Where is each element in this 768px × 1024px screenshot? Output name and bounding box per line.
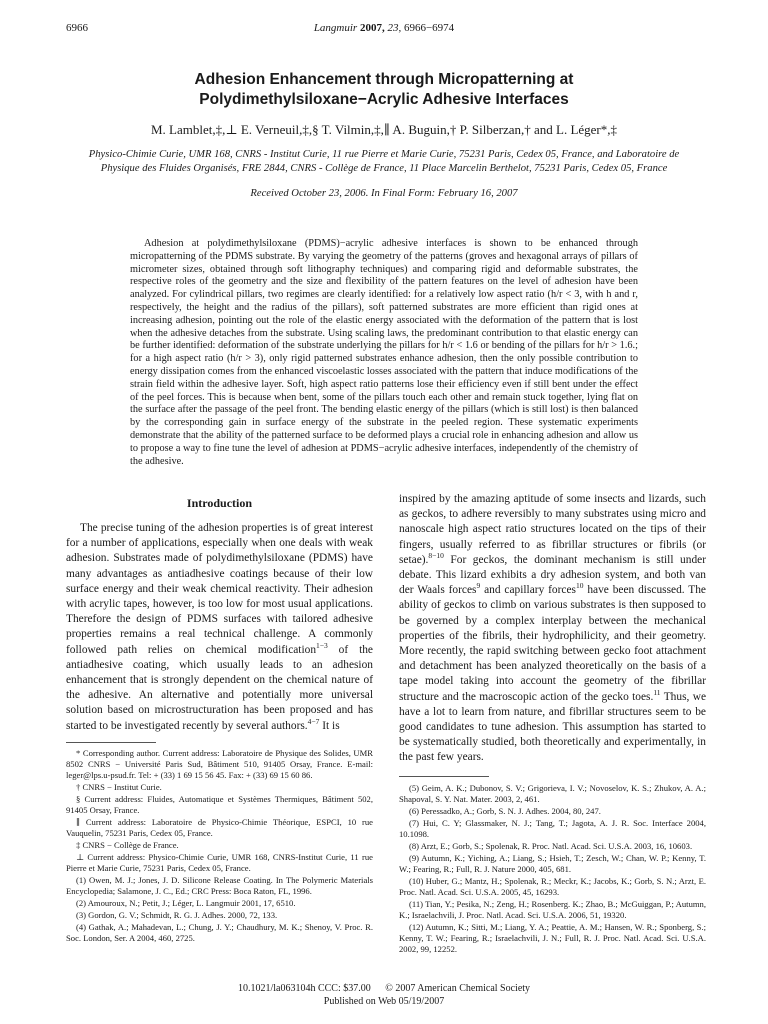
footnote-item: ‡ CNRS − Collège de France. [76,839,179,850]
journal-year: 2007, [359,22,385,34]
footnote-item: (5) Geim, A. K.; Dubonov, S. V.; Grigorieva, I. V.; Novoselov, K. S.; Zhukov, A. A.; Shapoval, S. Y. Nat. Mater. 2003, 2, 461. [399,782,706,804]
title-line-1: Adhesion Enhancement through Micropatterning at [194,71,574,88]
journal-name: Langmuir [313,22,358,34]
footnote-item: (4) Gathak, A.; Mahadevan, L.; Chung, J. Y.; Chaudhury, M. K.; Shenoy, V. Proc. R. Soc. London, Ser. A 2004, 460, 2725. [66,921,373,943]
page-number: 6966 [66,22,88,34]
footnote-divider-right [399,776,489,777]
footnote-item: § Current address: Fluides, Automatique et Systèmes Thermiques, Bâtiment 502, 91405 Orsay, France. [66,793,373,815]
journal-volume: 23, [387,22,402,34]
footnotes-right [399,783,706,955]
journal-pages: 6966−6974 [403,22,455,34]
footnote-item: ⊥ Current address: Physico-Chimie Curie, UMR 168, CNRS-Institut Curie, 11 rue Pierre et Marie Curie, 75231 Paris, Cedex 05, France. [66,851,373,873]
footnote-divider [66,742,156,743]
abstract: Adhesion at polydimethylsiloxane (PDMS)−acrylic adhesive interfaces is shown to be enhanced through micropatterning of the PDMS substrate. By varying the geometry of the patterns (groves and hexagonal arrays of pillars of micrometer sizes, obtained through soft lithography techniques) and comparing rigid and deformable substrates, the respective roles of the geometry and the size and flexibility of the pattern features on the level of adhesion have been analyzed. For cylindrical pillars, two regimes are clearly identified: for a relatively low aspect ratio (h/r < 3, with h and r, respectively, the height and the radius of the pillars), soft patterned substrates are more efficient than rigid ones at increasing adhesion, pointing out the role of the elastic energy associated with the deformation of the pattern that is lost when the adhesive detaches from the substrate. Using scaling laws, the predominant contribution to that elastic energy can be further identified: deformation of the substrate underlying the pillars for h/r < 1.6 or bending of the pillars for h/r > 1.6.; for a high aspect ratio (h/r > 3), only rigid patterned substrates enhance adhesion, then the only possible contribution to energy dissipation comes from the enhanced viscoelastic losses associated with the pattern that induce modifications of the strain field within the adhesive layer. Soft, high aspect ratio patterns lose their efficiency even if still bent under the effect of the peel forces. This is because when bent, some of the pillars touch each other and remain stuck together, lying flat on the surface after the passage of the peel front. The bending elastic energy of the pillars (which is still lost) is then balanced by the corresponding gain in surface energy of the substrate in the peeled region. These systematic experiments demonstrate that the ability of the patterned surface to be deformed plays a crucial role in enhancing adhesion and allow us to propose a way to fine tune the level of adhesion at PDMS−acrylic adhesive interfaces, independently of the chemistry of the adhesive. [130,238,638,467]
footnotes-left [66,748,373,944]
footnote-item: (1) Owen, M. J.; Jones, J. D. Silicone Release Coating. In The Polymeric Materials Encyclopedia; Salamone, J. C., Ed.; CRC Press: Boca Raton, FL, 1996. [66,874,373,896]
journal-citation [66,22,702,34]
footnote-item: (12) Autumn, K.; Sitti, M.; Liang, Y. A.; Peattie, A. M.; Hansen, W. R.; Sponberg, S.; Kenny, T. W.; Fearing, R.; Israelachvili, J. N.; Full, R. J. Proc. Natl. Acad. Sci. U.S.A. 2002, 99, 12252. [399,921,706,954]
footnote-item: ∥ Current address: Laboratoire de Physico-Chimie Théorique, ESPCI, 10 rue Vauquelin, 75231 Paris, Cedex 05, France. [66,816,373,838]
title-line-2: Polydimethylsiloxane−Acrylic Adhesive Interfaces [199,91,569,108]
footnote-item: (10) Huber, G.; Mantz, H.; Spolenak, R.; Meckr, K.; Jacobs, K.; Gorb, S. N.; Arzt, E. Proc. Natl. Acad. Sci. U.S.A. 2005, 45, 16293. [399,875,706,897]
author-list: M. Lamblet,‡,⊥ E. Verneuil,‡,§ T. Vilmin,‡,∥ A. Buguin,† P. Silberzan,† and L. Léger*,‡ [150,122,618,137]
footnote-item: (3) Gordon, G. V.; Schmidt, R. G. J. Adhes. 2000, 72, 133. [76,909,278,920]
right-column [399,492,706,956]
published-date: Published on Web 05/19/2007 [323,996,445,1007]
page-footer [66,982,702,1008]
footnote-item: † CNRS − Institut Curie. [76,781,162,792]
affiliations: Physico-Chimie Curie, UMR 168, CNRS - Institut Curie, 11 rue Pierre et Marie Curie, 75231 Paris, Cedex 05, France, and Laboratoire de Physique des Fluides Organisés, FRE 2844, CNRS - Collège de France, 11 Place Marcelin Berthelot, 75231 Paris, Cedex 05, France [88,149,680,174]
section-heading-introduction: Introduction [186,496,253,510]
intro-paragraph-1: The precise tuning of the adhesion properties is of great interest for a number of applications, especially when one deals with weak adhesion. Substrates made of polydimethylsiloxane (PDMS) have many advantages as antiadhesive coatings because of their low surface energy and their weak chemical reactivity. Their adhesion with acrylic tapes, however, is too low for most usual applications. Therefore the design of PDMS surfaces with tailored adhesive properties remains a real technical challenge. A commonly followed path relies on chemical modification$^{1-3}$ of the antiadhesive coating, which usually leads to an adhesion enhancement that is strongly dependent on the chemical nature of the adhesive. An alternative and potentially more universal solution based on microstructuration has been proposed and has started to be investigated recently by several authors.$^{4-7}$ It is [66,522,373,732]
footnote-item: (9) Autumn, K.; Yiching, A.; Liang, S.; Hsieh, T.; Zesch, W.; Chan, W. P.; Kenny, T. W.; Fearing, R.; Full, R. J. Nature 2000, 405, 681. [399,852,706,874]
running-header [66,22,702,38]
received-dates: Received October 23, 2006. In Final Form: February 16, 2007 [250,188,518,199]
intro-paragraph-continued: inspired by the amazing aptitude of some insects and lizards, such as geckos, to adhere reversibly to many substrates using micro and nanoscale high aspect ratio structures located on the tips of their fingers, usually referred to as fibrillar structures or fibrils (or setae).$^{8-10}$ For geckos, the dominant mechanism is still under debate. This lizard exhibits a dry adhesion system, and both van der Waals forces$^9$ and capillary forces$^{10}$ have been discussed. The ability of geckos to climb on various substrates is then supposed to be governed by a complex interplay between the mechanical properties of the fibrils, their hydrophilicity, and their geometry. More recently, the rapid switching between gecko foot attachment and detachment has been analyzed theoretically on the basis of a tape model taking into account the geometry of the fibrillar structure and the macroscopic action of the gecko toes.$^{11}$ Thus, we have a lot to learn from nature, and fibrillar structures seem to be good candidates to tune adhesion. This assumption has started to be systematically studied, both theoretically and experimentally, in the past few years. [399,493,706,764]
footnote-item: (7) Hui, C. Y; Glassmaker, N. J.; Tang, T.; Jagota, A. J. R. Soc. Interface 2004, 10.1098. [399,817,706,839]
left-column [66,492,373,945]
doi-ccc: 10.1021/la063104h CCC: $37.00 [237,983,371,994]
footnote-item: (6) Peressadko, A.; Gorb, S. N. J. Adhes. 2004, 80, 247. [409,805,601,816]
footnote-item: (11) Tian, Y.; Pesika, N.; Zeng, H.; Rosenberg. K.; Zhao, B.; McGuiggan, P.; Autumn, K.; Israelachvili, J. Proc. Natl. Acad. Sci. U.S.A. 2006, 51, 19320. [399,898,706,920]
copyright: © 2007 American Chemical Society [385,983,531,994]
title-block [66,70,702,199]
paper-title [66,70,702,110]
footnote-item: * Corresponding author. Current address: Laboratoire de Physique des Solides, UMR 8502 CNRS − Université Paris Sud, Bâtiment 510, 91405 Orsay, France. E-mail: leger@lps.u-psud.fr. Tel: + (33) 1 69 15 56 45. Fax: + (33) 69 15 60 86. [66,747,373,780]
footnote-item: (8) Arzt, E.; Gorb, S.; Spolenak, R. Proc. Natl. Acad. Sci. U.S.A. 2003, 16, 10603. [409,840,693,851]
footnote-item: (2) Amouroux, N.; Petit, J.; Léger, L. Langmuir 2001, 17, 6510. [76,897,296,908]
